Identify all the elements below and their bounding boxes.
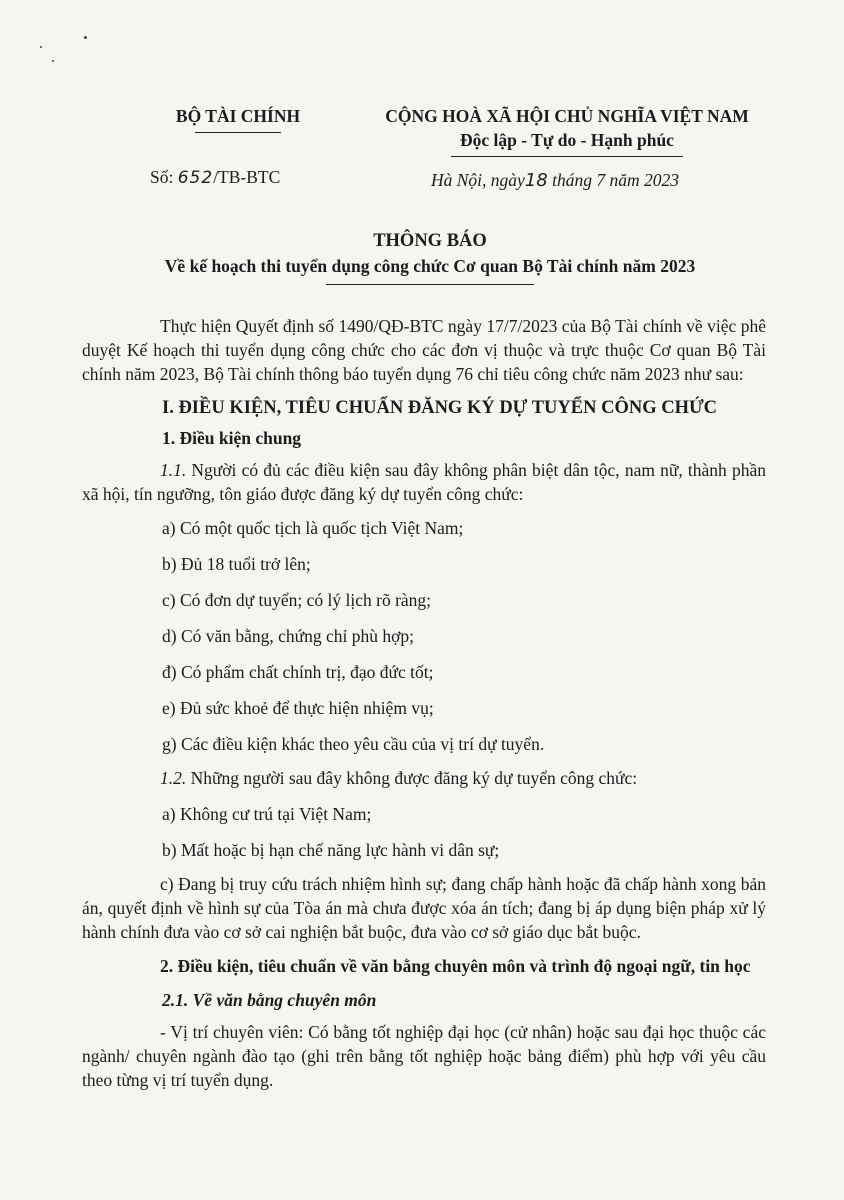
list-item: c) Có đơn dự tuyển; có lý lịch rõ ràng; <box>162 590 432 610</box>
document-body <box>82 314 766 1092</box>
paragraph-1-2-label: 1.2. <box>160 768 187 788</box>
paragraph-2-1: - Vị trí chuyên viên: Có bằng tốt nghiệp đại học (cử nhân) hoặc sau đại học thuộc các ngành/ chuyên ngành đào tạo (ghi trên bằng tốt nghiệp hoặc bảng điểm) phù hợp với yêu cầu theo từng vị trí tuyển dụng. <box>82 1022 766 1090</box>
list-item: a) Không cư trú tại Việt Nam; <box>162 804 372 824</box>
list-item: b) Đủ 18 tuổi trở lên; <box>162 554 311 574</box>
country-name: CỘNG HOÀ XÃ HỘI CHỦ NGHĨA VIỆT NAM <box>385 106 749 126</box>
place-date-suffix: tháng 7 năm 2023 <box>552 170 679 190</box>
place-date-day: 18 <box>524 170 548 191</box>
place-date <box>380 170 730 191</box>
doc-number-prefix: Số: <box>150 167 174 187</box>
title-subtitle: Về kế hoạch thi tuyển dụng công chức Cơ quan Bộ Tài chính năm 2023 <box>164 256 696 276</box>
place-date-prefix: Hà Nội, ngày <box>431 170 525 190</box>
doc-number-handwritten: 652 <box>177 168 214 188</box>
ministry-underline <box>195 132 281 133</box>
subsection-1-heading: 1. Điều kiện chung <box>162 428 302 448</box>
document-number <box>150 167 280 188</box>
list-item: e) Đủ sức khoẻ để thực hiện nhiệm vụ; <box>162 698 434 718</box>
ministry-header <box>118 104 358 133</box>
subsection-2-heading: 2. Điều kiện, tiêu chuẩn về văn bằng chuyên môn và trình độ ngoại ngữ, tin học <box>160 956 751 976</box>
subsection-2-1-heading: 2.1. Về văn bằng chuyên môn <box>162 990 377 1010</box>
paragraph-1-2-text: Những người sau đây không được đăng ký dự tuyển công chức: <box>190 768 638 788</box>
list-item: đ) Có phẩm chất chính trị, đạo đức tốt; <box>162 662 434 682</box>
ministry-name: BỘ TÀI CHÍNH <box>175 106 301 126</box>
list-item: d) Có văn bằng, chứng chỉ phù hợp; <box>162 626 415 646</box>
list-item: b) Mất hoặc bị hạn chế năng lực hành vi dân sự; <box>162 840 500 860</box>
section-1-heading: I. ĐIỀU KIỆN, TIÊU CHUẨN ĐĂNG KÝ DỰ TUYỂN CÔNG CHỨC <box>162 398 718 418</box>
paragraph-1-1 <box>82 458 766 506</box>
doc-number-suffix: /TB-BTC <box>213 167 281 187</box>
title-underline <box>326 284 534 285</box>
list-item: g) Các điều kiện khác theo yêu cầu của vị trí dự tuyển. <box>162 734 545 754</box>
motto-underline <box>451 156 683 157</box>
paragraph-1-2 <box>82 766 766 790</box>
national-header <box>352 104 782 157</box>
paragraph-1-1-label: 1.1. <box>160 460 187 480</box>
list-item: a) Có một quốc tịch là quốc tịch Việt Nam; <box>162 518 464 538</box>
national-motto: Độc lập - Tự do - Hạnh phúc <box>460 130 674 150</box>
paragraph-1-1-text: Người có đủ các điều kiện sau đây không phân biệt dân tộc, nam nữ, thành phần xã hội, tín ngưỡng, tôn giáo được đăng ký dự tuyển công chức: <box>82 460 766 504</box>
list-item-c: c) Đang bị truy cứu trách nhiệm hình sự; đang chấp hành hoặc đã chấp hành xong bản án, quyết định về hình sự của Tòa án mà chưa được xóa án tích; đang bị áp dụng biện pháp xử lý hành chính đưa vào cơ sở cai nghiện bắt buộc, đưa vào cơ sở giáo dục bắt buộc. <box>82 874 766 942</box>
intro-paragraph: Thực hiện Quyết định số 1490/QĐ-BTC ngày 17/7/2023 của Bộ Tài chính về việc phê duyệt Kế hoạch thi tuyển dụng công chức cho các đơn vị thuộc và trực thuộc Cơ quan Bộ Tài chính năm 2023, Bộ Tài chính thông báo tuyển dụng 76 chỉ tiêu công chức năm 2023 như sau: <box>82 316 766 384</box>
title-main: THÔNG BÁO <box>373 231 487 251</box>
document-title <box>100 229 760 285</box>
